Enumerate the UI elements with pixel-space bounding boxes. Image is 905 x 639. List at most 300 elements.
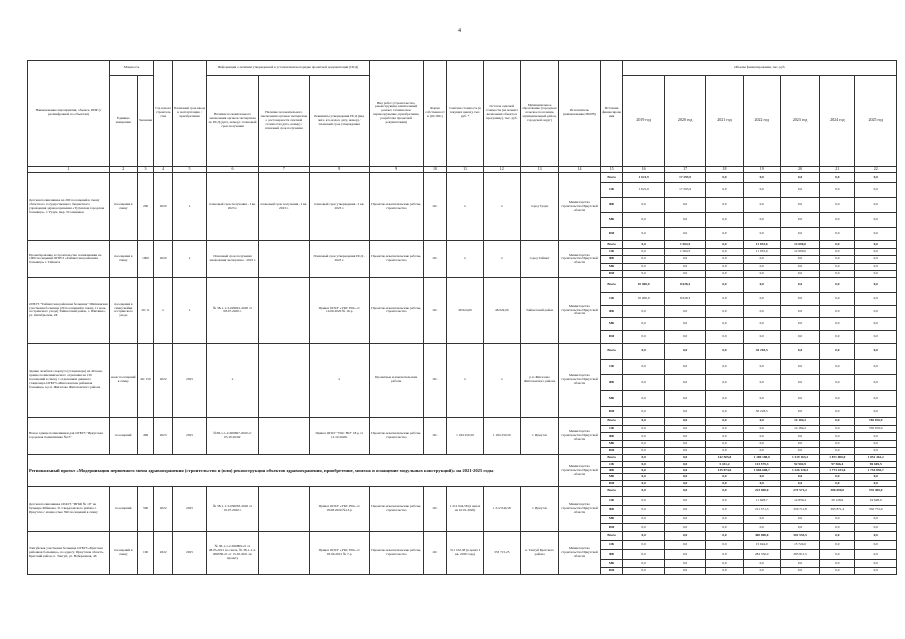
amount-cell: 0,0 bbox=[855, 305, 897, 318]
amount-cell: 36 218,5 bbox=[743, 407, 780, 418]
amount-cell: 0,0 bbox=[706, 198, 743, 213]
amount-cell: 0,0 bbox=[820, 305, 855, 318]
amount-cell: 0,0 bbox=[743, 375, 780, 391]
object-executor: Министерство строительства Иркутской области bbox=[559, 278, 600, 343]
table-row bbox=[28, 172, 897, 183]
amount-cell: 0,0 bbox=[664, 198, 705, 213]
amount-cell: 0,0 bbox=[855, 375, 897, 391]
amount-cell: 0,0 bbox=[855, 331, 897, 344]
amount-cell: 0,0 bbox=[780, 359, 819, 375]
amount-cell: 285 811,5 bbox=[780, 550, 819, 559]
object-expertise: №38-1-1-2-069697-2020 от 05.10.2020г bbox=[207, 417, 259, 455]
object-cost-expertise bbox=[258, 343, 309, 417]
source-label: ОБ bbox=[600, 293, 623, 306]
object-ownership: ОС bbox=[423, 343, 447, 417]
amount-cell: 0,0 bbox=[664, 227, 705, 241]
amount-cell: 0,0 bbox=[820, 550, 855, 559]
amount-cell: 0,0 bbox=[855, 172, 897, 183]
amount-cell: 0,0 bbox=[664, 468, 705, 474]
object-cost-expertise bbox=[258, 417, 309, 455]
column-number: 5 bbox=[172, 166, 206, 172]
amount-cell: 0,0 bbox=[855, 263, 897, 270]
source-label: ОБ bbox=[600, 425, 623, 432]
amount-cell: 10 000,0 bbox=[623, 278, 664, 293]
amount-cell: 300 000,0 bbox=[743, 532, 780, 540]
source-label: Всего bbox=[600, 532, 623, 540]
source-label: МБ bbox=[600, 440, 623, 447]
source-label: ФБ bbox=[600, 198, 623, 213]
amount-cell: 0,0 bbox=[780, 183, 819, 198]
amount-cell: 0,0 bbox=[664, 568, 705, 575]
amount-cell: 0,0 bbox=[743, 318, 780, 331]
amount-cell: 0,0 bbox=[780, 318, 819, 331]
amount-cell: 0,0 bbox=[664, 425, 705, 432]
amount-cell: 0,0 bbox=[623, 375, 664, 391]
amount-cell: 0,0 bbox=[820, 227, 855, 241]
object-estimated: 48 624,00 bbox=[447, 278, 483, 343]
object-approval: Приказ ОГКУ «УКС НО» от 18.08.2020 №13-р bbox=[309, 487, 369, 532]
amount-cell: 1 564,5 bbox=[664, 241, 705, 248]
regional-project-title: Региональный проект «Модернизация первичного звена здравоохранения (строительство и (или) реконструкция объектов здравоохранения, приобретение, монтаж и оснащение модульных конструкций)» на 2021-2025 годы bbox=[28, 455, 559, 487]
amount-cell: 0,0 bbox=[623, 227, 664, 241]
header-cost-expertise: Наличие положительного заключения органов экспертизы о достоверности сметной стоимости (дата, номер) / плановый срок получения bbox=[258, 75, 309, 166]
amount-cell: 0,0 bbox=[706, 278, 743, 293]
amount-cell: 0,0 bbox=[855, 241, 897, 248]
amount-cell: 0,0 bbox=[743, 172, 780, 183]
amount-cell: 0,0 bbox=[743, 263, 780, 270]
object-value: 20/ 11 bbox=[137, 278, 154, 343]
object-start: 2022 bbox=[154, 343, 173, 417]
amount-cell: 0,0 bbox=[706, 540, 743, 549]
column-number: 4 bbox=[154, 166, 173, 172]
amount-cell: 0,0 bbox=[664, 256, 705, 263]
header-municipality: Муниципальное образование (городское/сельское поселение, муниципальный район, городской округ) bbox=[520, 61, 558, 167]
amount-cell: 0,0 bbox=[855, 183, 897, 198]
amount-cell: 0,0 bbox=[706, 448, 743, 455]
column-number: 21 bbox=[820, 166, 855, 172]
amount-cell: 0,0 bbox=[623, 487, 664, 496]
amount-cell: 259 711,8 bbox=[780, 506, 819, 515]
amount-cell: 0,0 bbox=[780, 407, 819, 418]
object-value: 100 bbox=[137, 532, 154, 575]
amount-cell: 0,0 bbox=[706, 343, 743, 359]
amount-cell: 0,0 bbox=[855, 391, 897, 407]
amount-cell: 0,0 bbox=[743, 227, 780, 241]
amount-cell: 0,0 bbox=[664, 524, 705, 532]
amount-cell: 0,0 bbox=[743, 440, 780, 447]
header-name: Наименование мероприятия, объекта, ПИР (с расшифровкой по объектам) bbox=[28, 61, 110, 167]
amount-cell: 0,0 bbox=[706, 256, 743, 263]
amount-cell: 0,0 bbox=[743, 305, 780, 318]
amount-cell: 0,0 bbox=[623, 568, 664, 575]
column-number: 14 bbox=[559, 166, 600, 172]
object-approval: плановый срок утверждения - I кв. 2023 г. bbox=[309, 172, 369, 241]
amount-cell: 0,0 bbox=[780, 524, 819, 532]
amount-cell: 5 431,2 bbox=[706, 461, 743, 467]
amount-cell: 0,0 bbox=[664, 263, 705, 270]
amount-cell: 0,0 bbox=[706, 227, 743, 241]
source-label: ФБ bbox=[600, 305, 623, 318]
source-label: ИИ bbox=[600, 331, 623, 344]
amount-cell: 0,0 bbox=[780, 278, 819, 293]
object-value: 200 bbox=[137, 172, 154, 241]
amount-cell: 0,0 bbox=[623, 550, 664, 559]
amount-cell: 211 371,3 bbox=[743, 506, 780, 515]
amount-cell: 0,0 bbox=[780, 440, 819, 447]
amount-cell: 0,0 bbox=[855, 293, 897, 306]
amount-cell: 1 319 163,2 bbox=[780, 455, 819, 461]
amount-cell: 0,0 bbox=[743, 433, 780, 440]
object-executor: Министерство строительства Иркутской области bbox=[559, 172, 600, 241]
header-value: Значение bbox=[137, 75, 154, 166]
amount-cell: 0,0 bbox=[623, 496, 664, 505]
amount-cell: 0,0 bbox=[820, 318, 855, 331]
amount-cell: 0,0 bbox=[664, 305, 705, 318]
amount-cell: 0,0 bbox=[820, 331, 855, 344]
amount-cell: 0,0 bbox=[820, 480, 855, 486]
amount-cell: 0,0 bbox=[855, 568, 897, 575]
amount-cell: 0,0 bbox=[623, 407, 664, 418]
column-number: 3 bbox=[137, 166, 154, 172]
amount-cell: 0,0 bbox=[820, 198, 855, 213]
object-cost-expertise bbox=[258, 241, 309, 278]
column-number: 12 bbox=[483, 166, 520, 172]
amount-cell: 12 600,0 bbox=[780, 241, 819, 248]
object-commission: х bbox=[172, 172, 206, 241]
object-municipality: город Тайшет bbox=[520, 241, 558, 278]
object-work-type: Проектно-изыскательские работы, строительство bbox=[369, 172, 423, 241]
amount-cell: 706 676,9 bbox=[855, 417, 897, 425]
object-municipality: п. Тангуй Братского района bbox=[520, 532, 558, 575]
source-label: ИИ bbox=[600, 270, 623, 277]
amount-cell: 0,0 bbox=[743, 256, 780, 263]
object-work-type: Проектно-изыскательские работы, строительство bbox=[369, 241, 423, 278]
amount-cell: 0,0 bbox=[820, 391, 855, 407]
column-number: 16 bbox=[623, 166, 664, 172]
amount-cell: 0,0 bbox=[664, 480, 705, 486]
column-number: 20 bbox=[780, 166, 819, 172]
amount-cell: 0,0 bbox=[743, 425, 780, 432]
amount-cell: 706 676,9 bbox=[855, 425, 897, 432]
amount-cell: 1 871 000,0 bbox=[820, 455, 855, 461]
amount-cell: 0,0 bbox=[664, 448, 705, 455]
object-commission: х bbox=[172, 278, 206, 343]
source-label: ФБ bbox=[600, 506, 623, 515]
object-estimated: 1 212 044,58 (в ценах на 01.01.2020) bbox=[447, 487, 483, 532]
amount-cell: 0,0 bbox=[820, 172, 855, 183]
column-number: 8 bbox=[309, 166, 369, 172]
object-remainder: 1 184 250,50 bbox=[483, 417, 520, 455]
amount-cell: 0,0 bbox=[706, 407, 743, 418]
source-label: Всего bbox=[600, 417, 623, 425]
table-row bbox=[28, 487, 897, 496]
amount-cell: 0,0 bbox=[743, 559, 780, 567]
amount-cell: 0,0 bbox=[706, 496, 743, 505]
amount-cell: 376 400,0 bbox=[855, 487, 897, 496]
object-start: 2022 bbox=[154, 487, 173, 532]
object-work-type: Проектные и изыскательские работы bbox=[369, 343, 423, 417]
object-remainder: 48 624,00 bbox=[483, 278, 520, 343]
source-label: ОБ bbox=[600, 183, 623, 198]
amount-cell: 0,0 bbox=[820, 375, 855, 391]
amount-cell: 0,0 bbox=[743, 568, 780, 575]
object-name: Здание лечебного корпуса (стационара) на 40 коек, здание поликлинического отделения на 150 посещений в смену с отделением дневного стационара ОГБУЗ «Жигаловская районная больница» в р.п. Жигалово Жигаловского района bbox=[28, 343, 110, 417]
amount-cell: 0,0 bbox=[855, 524, 897, 532]
amount-cell: 0,0 bbox=[623, 359, 664, 375]
object-estimated: 511 102,58 (в ценах I кв. 2020 года) bbox=[447, 532, 483, 575]
amount-cell: 0,0 bbox=[623, 440, 664, 447]
object-approval: Приказ ОГКУ "УКС НО" 18-р от 12.10.2020г bbox=[309, 417, 369, 455]
amount-cell: 0,0 bbox=[780, 375, 819, 391]
amount-cell: 0,0 bbox=[820, 532, 855, 540]
header-year: 2021 год bbox=[706, 75, 743, 166]
amount-cell: 0,0 bbox=[780, 331, 819, 344]
amount-cell: 0,0 bbox=[664, 487, 705, 496]
table-row bbox=[28, 343, 897, 359]
object-ownership: ОС bbox=[423, 172, 447, 241]
column-number: 19 bbox=[743, 166, 780, 172]
object-remainder: х bbox=[483, 172, 520, 241]
amount-cell: 17 293,9 bbox=[664, 183, 705, 198]
column-number: 6 bbox=[207, 166, 259, 172]
amount-cell: 0,0 bbox=[706, 248, 743, 255]
amount-cell: 0,0 bbox=[664, 559, 705, 567]
object-start: 2023 bbox=[154, 417, 173, 455]
object-ownership: ОС bbox=[423, 278, 447, 343]
amount-cell: 0,0 bbox=[664, 550, 705, 559]
amount-cell: 0,0 bbox=[743, 270, 780, 277]
amount-cell: 0,0 bbox=[820, 359, 855, 375]
object-estimated: х bbox=[447, 343, 483, 417]
object-value: 590 bbox=[137, 487, 154, 532]
object-approval: х bbox=[309, 343, 369, 417]
amount-cell: 0,0 bbox=[623, 461, 664, 467]
amount-cell: 0,0 bbox=[623, 455, 664, 461]
amount-cell: 1 066 608,7 bbox=[743, 468, 780, 474]
object-start: 2020 bbox=[154, 172, 173, 241]
object-ownership: ОС bbox=[423, 417, 447, 455]
amount-cell: 365 871,4 bbox=[820, 506, 855, 515]
amount-cell: 0,0 bbox=[664, 474, 705, 480]
object-unit: коек/ посещений в смену bbox=[109, 343, 137, 417]
amount-cell: 356 772,0 bbox=[855, 506, 897, 515]
amount-cell: 0,0 bbox=[855, 407, 897, 418]
amount-cell: 0,0 bbox=[706, 417, 743, 425]
amount-cell: 0,0 bbox=[855, 480, 897, 486]
amount-cell: 0,0 bbox=[855, 532, 897, 540]
amount-cell: 92 902,9 bbox=[780, 461, 819, 467]
amount-cell: 0,0 bbox=[706, 480, 743, 486]
amount-cell: 0,0 bbox=[820, 293, 855, 306]
object-unit: посещений в смену bbox=[109, 532, 137, 575]
amount-cell: 0,0 bbox=[855, 359, 897, 375]
source-label: ФБ bbox=[600, 256, 623, 263]
amount-cell: 0,0 bbox=[820, 568, 855, 575]
amount-cell: 0,0 bbox=[623, 331, 664, 344]
amount-cell: 0,0 bbox=[623, 448, 664, 455]
amount-cell: 0,0 bbox=[623, 212, 664, 227]
column-number: 15 bbox=[600, 166, 623, 172]
amount-cell: 0,0 bbox=[743, 391, 780, 407]
table-row bbox=[28, 241, 897, 248]
amount-cell: 0,0 bbox=[623, 270, 664, 277]
amount-cell: 0,0 bbox=[706, 440, 743, 447]
amount-cell: 0,0 bbox=[780, 559, 819, 567]
column-number: 10 bbox=[423, 166, 447, 172]
amount-cell: 0,0 bbox=[855, 540, 897, 549]
amount-cell: 0,0 bbox=[743, 524, 780, 532]
amount-cell: 0,0 bbox=[743, 278, 780, 293]
amount-cell: 0,0 bbox=[743, 183, 780, 198]
amount-cell: 0,0 bbox=[780, 172, 819, 183]
object-commission: 2025 bbox=[172, 532, 206, 575]
amount-cell: 0,0 bbox=[623, 248, 664, 255]
object-name: Детская поликлиника на 200 посещений в смену областного государственного бюджетного учреждения здравоохранения «Тулунская городская больница», г. Тулун, мкр. Угольщиков bbox=[28, 172, 110, 241]
object-start: х bbox=[154, 278, 173, 343]
header-commission: Плановый срок ввода в эксплуатацию / приобретения bbox=[172, 61, 206, 167]
source-label: ФБ bbox=[600, 468, 623, 474]
amount-cell: 0,0 bbox=[780, 433, 819, 440]
column-number: 13 bbox=[520, 166, 558, 172]
amount-cell: 0,0 bbox=[855, 550, 897, 559]
source-label: ОБ bbox=[600, 496, 623, 505]
source-label: ОБ bbox=[600, 359, 623, 375]
amount-cell: 0,0 bbox=[623, 343, 664, 359]
object-work-type: Проектно-изыскательские работы, строительство bbox=[369, 487, 423, 532]
amount-cell: 0,0 bbox=[664, 515, 705, 523]
object-municipality: г. Иркутск bbox=[520, 487, 558, 532]
amount-cell: 0,0 bbox=[820, 440, 855, 447]
amount-cell: 0,0 bbox=[706, 293, 743, 306]
object-cost-expertise: плановый срок получения - I кв. 2023 г. bbox=[258, 172, 309, 241]
table-row bbox=[28, 532, 897, 540]
amount-cell: 0,0 bbox=[820, 433, 855, 440]
amount-cell: 0,0 bbox=[623, 515, 664, 523]
amount-cell: 0,0 bbox=[743, 293, 780, 306]
table-row bbox=[28, 417, 897, 425]
amount-cell: 0,0 bbox=[855, 440, 897, 447]
object-name: Проектирование и строительство поликлиники на 1000 посещений ОГБУЗ «Тайшетская районная больница» г. Тайшета bbox=[28, 241, 110, 278]
amount-cell: 0,0 bbox=[706, 375, 743, 391]
object-commission: 2025 bbox=[172, 417, 206, 455]
amount-cell: 0,0 bbox=[820, 183, 855, 198]
source-label: МБ bbox=[600, 318, 623, 331]
object-municipality: р.п. Жигалово Жигаловского района bbox=[520, 343, 558, 417]
amount-cell: 0,0 bbox=[664, 417, 705, 425]
amount-cell: 0,0 bbox=[706, 241, 743, 248]
amount-cell: 19 628,0 bbox=[855, 496, 897, 505]
object-work-type: Проектно-изыскательские работы, строительство bbox=[369, 532, 423, 575]
object-approval: Приказ ОГКУ «УКС НО» от 14.09.2020 № 16-р bbox=[309, 278, 369, 343]
object-executor: Министерство строительства Иркутской области bbox=[559, 241, 600, 278]
header-start-year: Год начала строительства bbox=[154, 61, 173, 167]
header-work-type: Вид работ (строительство, реконструкция, капитальный ремонт, техническое перевооружение, приобретение, разработка проектной документации) bbox=[369, 61, 423, 167]
column-number: 7 bbox=[258, 166, 309, 172]
amount-cell: 14 184,2 bbox=[780, 417, 819, 425]
amount-cell: 0,0 bbox=[706, 559, 743, 567]
amount-cell: 0,0 bbox=[706, 263, 743, 270]
amount-cell: 0,0 bbox=[623, 241, 664, 248]
financing-table bbox=[27, 60, 897, 575]
amount-cell: 0,0 bbox=[820, 241, 855, 248]
object-approval: Плановый срок утверждения ПСД - 2023 г. bbox=[309, 241, 369, 278]
amount-cell: 0,0 bbox=[743, 474, 780, 480]
object-value: 40/ 150 bbox=[137, 343, 154, 417]
source-label: ФБ bbox=[600, 375, 623, 391]
amount-cell: 0,0 bbox=[706, 183, 743, 198]
amount-cell: 0,0 bbox=[664, 532, 705, 540]
header-psd-group: Информация о наличии утвержденной в установленном порядке проектной документации (ПСД) bbox=[207, 61, 370, 76]
amount-cell: 0,0 bbox=[623, 480, 664, 486]
amount-cell: 0,0 bbox=[623, 263, 664, 270]
object-expertise: плановый срок получения - I кв. 2023 г. bbox=[207, 172, 259, 241]
amount-cell: 36 218,5 bbox=[743, 343, 780, 359]
amount-cell: 0,0 bbox=[820, 559, 855, 567]
object-expertise: № 38-1-1-2-026809-21 от 28.05.2021 по смете, № 38-1-1-2-006058-21 от 15.02.2021 по проекту bbox=[207, 532, 259, 575]
amount-cell: 0,0 bbox=[855, 343, 897, 359]
header-fin-group: Объемы финансирования, тыс. руб. bbox=[623, 61, 897, 76]
amount-cell: 0,0 bbox=[623, 506, 664, 515]
object-executor: Министерство строительства Иркутской области bbox=[559, 343, 600, 417]
object-name: Тангуйская участковая больница ОГБУЗ «Братская районная больница», по адресу: Иркутская область, Братский район, п. Тангуй, ул. Набережная, 46 bbox=[28, 532, 110, 575]
regional-executor: Министерство строительства Иркутской области bbox=[559, 455, 600, 487]
amount-cell: 1 621,9 bbox=[623, 183, 664, 198]
amount-cell: 0,0 bbox=[820, 270, 855, 277]
amount-cell: 0,0 bbox=[780, 343, 819, 359]
amount-cell: 15 644,0 bbox=[743, 540, 780, 549]
object-municipality: Тайшетский район bbox=[520, 278, 558, 343]
header-year: 2020 год bbox=[664, 75, 705, 166]
object-approval: Приказ ОГКУ «УКС НО» от 03.06.2021 № 7-р bbox=[309, 532, 369, 575]
object-estimated: х bbox=[447, 241, 483, 278]
source-label: ФБ bbox=[600, 550, 623, 559]
amount-cell: 301 535,5 bbox=[780, 532, 819, 540]
amount-cell: 0,0 bbox=[706, 172, 743, 183]
amount-cell: 0,0 bbox=[706, 331, 743, 344]
object-name: Новое здание поликлиники для ОГБУЗ "Иркутская городская поликлиника №15" bbox=[28, 417, 110, 455]
amount-cell: 0,0 bbox=[855, 248, 897, 255]
object-municipality: г. Иркутск bbox=[520, 417, 558, 455]
amount-cell: 0,0 bbox=[623, 433, 664, 440]
amount-cell: 14 859,4 bbox=[780, 496, 819, 505]
amount-cell: 0,0 bbox=[664, 433, 705, 440]
column-number: 1 bbox=[28, 166, 110, 172]
amount-cell: 0,0 bbox=[706, 359, 743, 375]
page-number: 4 bbox=[458, 28, 461, 34]
object-municipality: город Тулун bbox=[520, 172, 558, 241]
amount-cell: 0,0 bbox=[855, 433, 897, 440]
amount-cell: 20 128,6 bbox=[820, 496, 855, 505]
amount-cell: 0,0 bbox=[820, 524, 855, 532]
header-expertise: Наличие положительного заключения органов экспертизы по ПСД (дата, номер) / плановый срок получения bbox=[207, 75, 259, 166]
header-year: 2023 год bbox=[780, 75, 819, 166]
source-label: МБ bbox=[600, 212, 623, 227]
source-label: Всего bbox=[600, 278, 623, 293]
object-unit: посещения в смену bbox=[109, 172, 137, 241]
amount-cell: 0,0 bbox=[820, 515, 855, 523]
amount-cell: 0,0 bbox=[820, 417, 855, 425]
amount-cell: 0,0 bbox=[780, 256, 819, 263]
source-label: ИИ bbox=[600, 568, 623, 575]
column-number: 11 bbox=[447, 166, 483, 172]
object-expertise: х bbox=[207, 343, 259, 417]
table-row bbox=[28, 278, 897, 293]
header-source: Источник финансирования bbox=[600, 61, 623, 167]
amount-cell: 0,0 bbox=[623, 318, 664, 331]
object-unit: посещений bbox=[109, 417, 137, 455]
amount-cell: 96 605,5 bbox=[855, 461, 897, 467]
object-ownership: ОС bbox=[423, 241, 447, 278]
